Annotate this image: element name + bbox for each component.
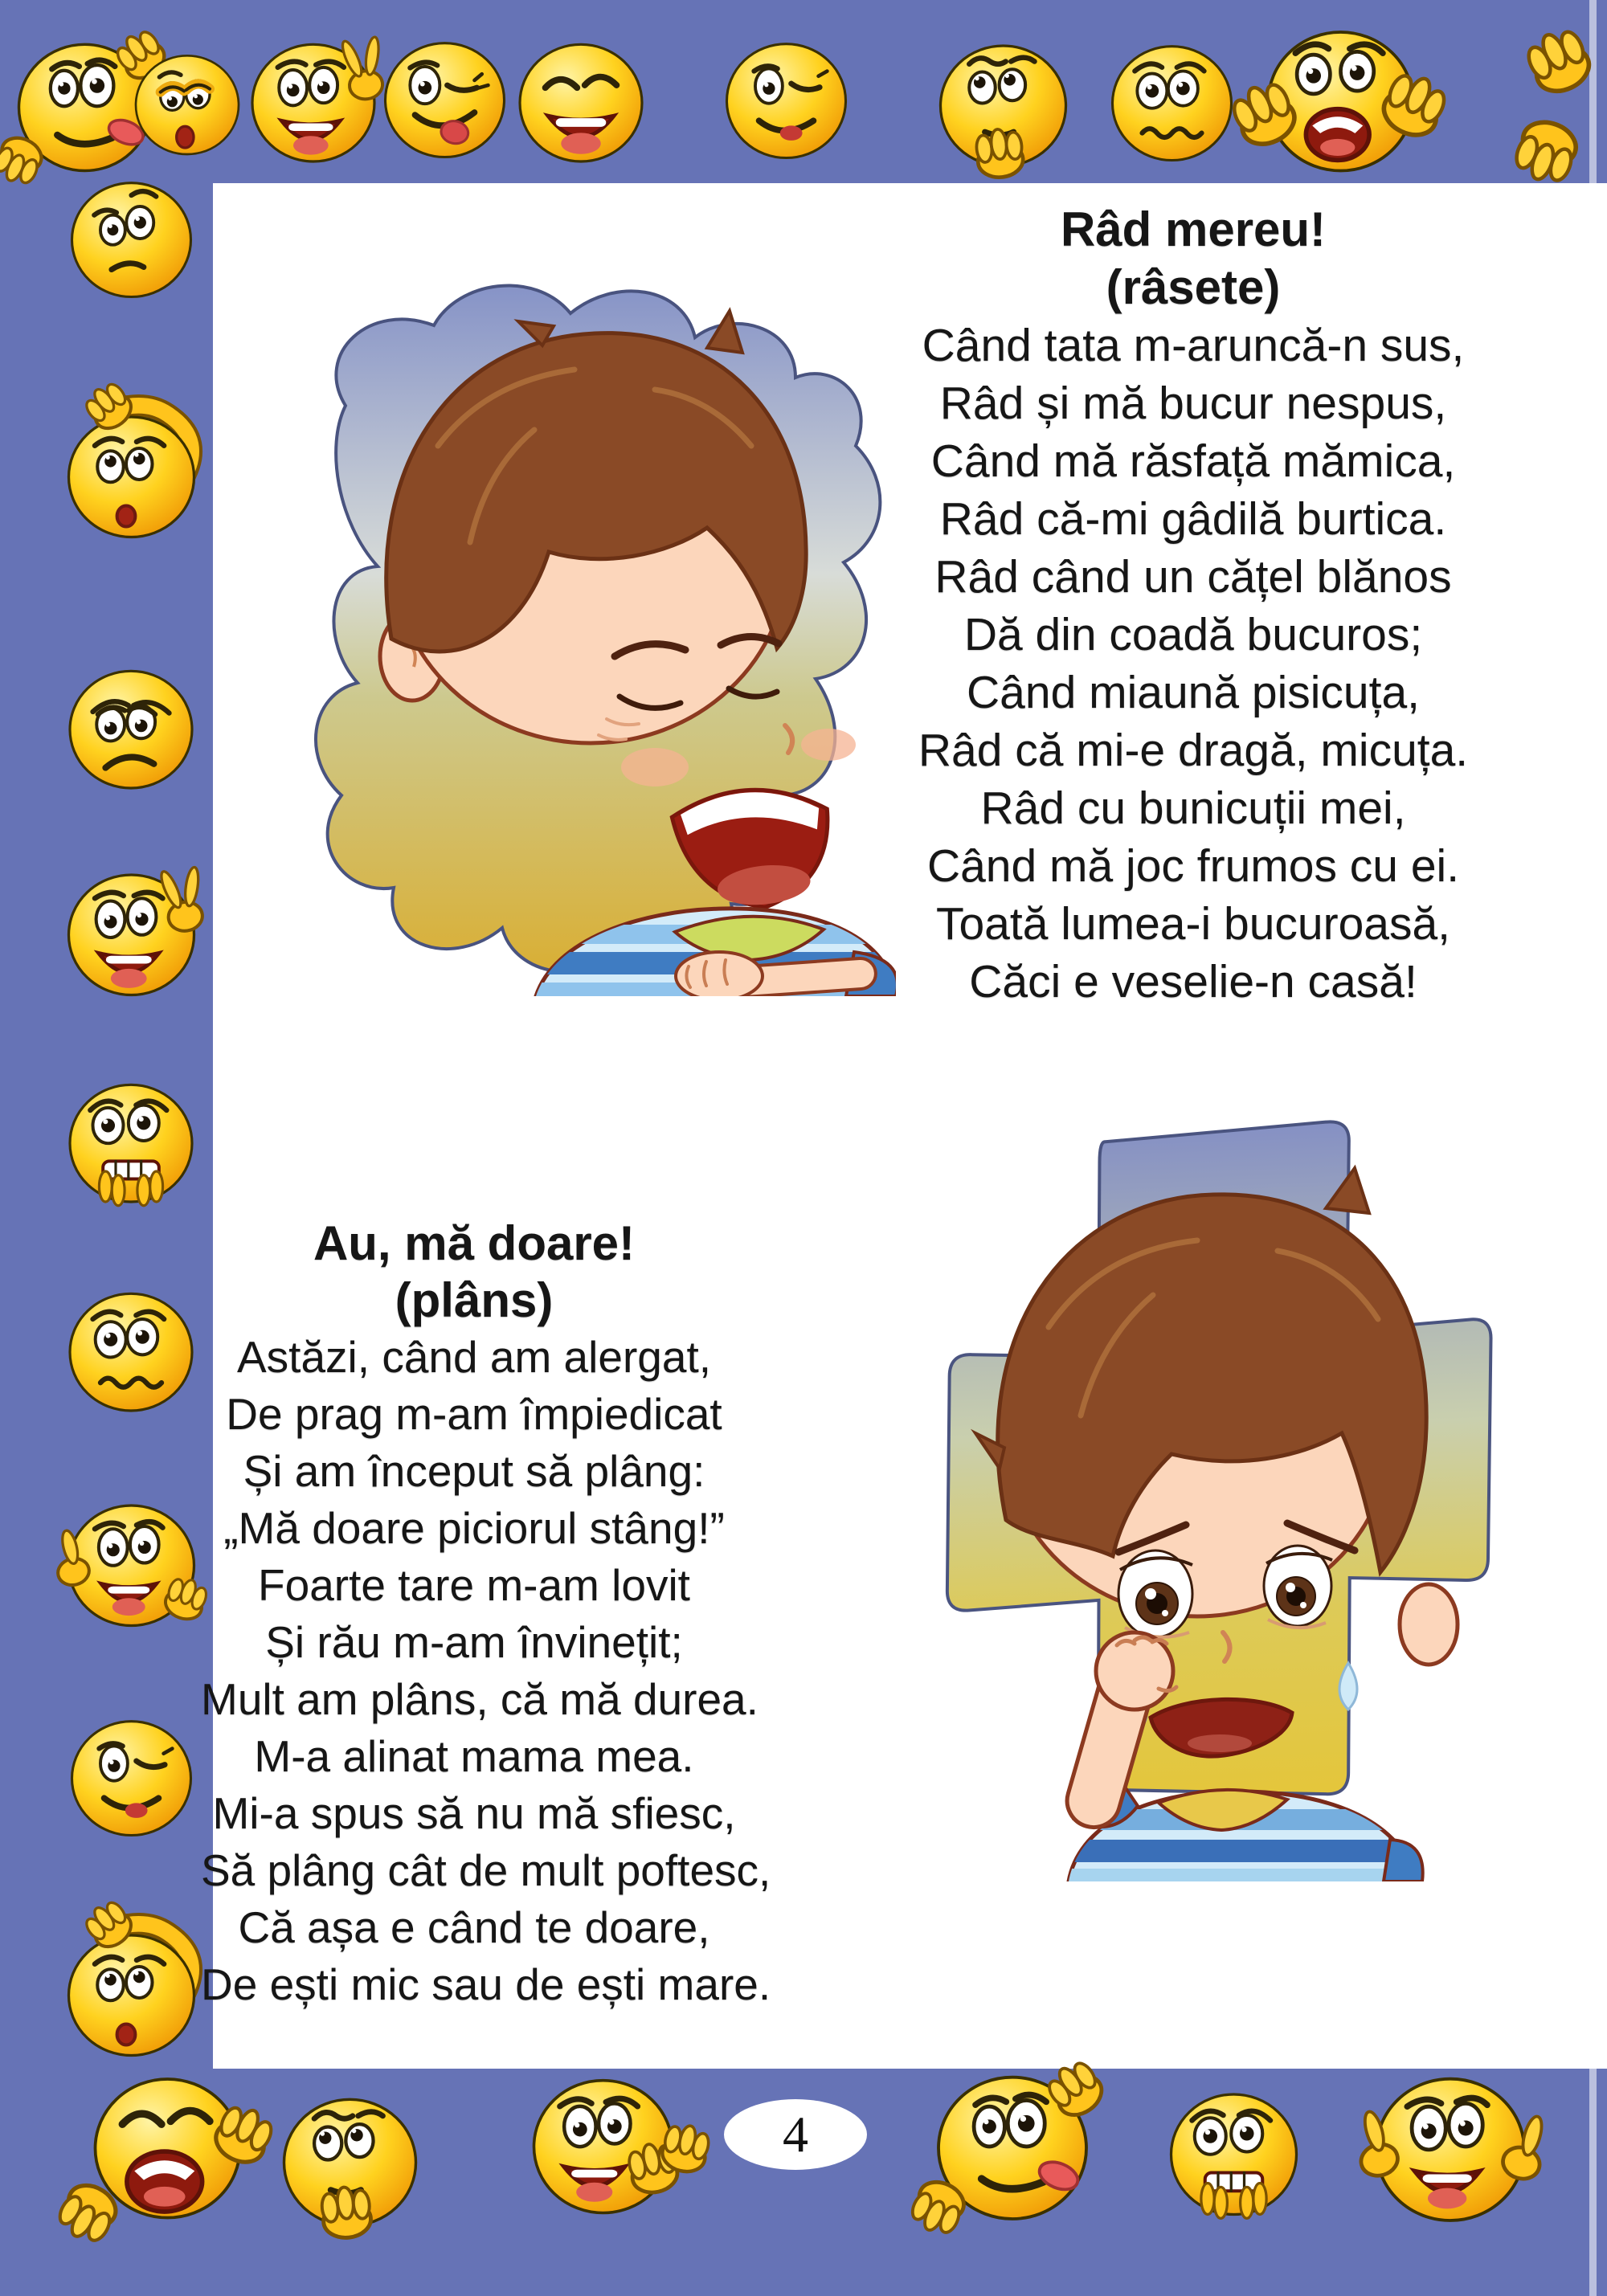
poem-line: Râd cu bunicuții mei, — [980, 782, 1406, 834]
poem-line: De ești mic sau de ești mare. — [201, 1959, 771, 2009]
nail-biting-emoji — [55, 1064, 207, 1217]
laughing-loud-hands-emoji — [77, 2055, 258, 2236]
poem-line: Când mă răsfață mămica, — [930, 435, 1456, 487]
cheering-hands-emoji — [517, 2057, 689, 2230]
poem-line: Când tata m-aruncă-n sus, — [922, 320, 1465, 371]
screaming-hands-emoji — [1250, 8, 1431, 189]
worried-face-emoji — [1098, 27, 1246, 175]
thumbs-up-laugh-emoji — [53, 1485, 210, 1641]
poem-line: Și rău m-am învinețit; — [265, 1617, 683, 1667]
winking-smile-emoji — [712, 24, 861, 173]
poem-line: De prag m-am împiedicat — [226, 1389, 722, 1439]
poem-line: M-a alinat mama mea. — [254, 1731, 694, 1781]
poem-line: Râd că-mi gâdilă burtica. — [939, 493, 1447, 545]
poem-line: Că așa e când te doare, — [238, 1902, 710, 1952]
poem-line: Când miaună pisicuța, — [967, 667, 1420, 718]
poem-crying-title: Au, mă doare! — [313, 1216, 636, 1270]
winking-smile-emoji — [57, 1702, 206, 1850]
laughing-peace-sign-emoji — [237, 24, 390, 177]
double-thumbs-up-emoji — [1358, 2054, 1543, 2239]
page-number-oval — [724, 2099, 867, 2170]
poem-crying — [201, 1215, 771, 2013]
poem-line: Râd că mi-e dragă, micuța. — [918, 725, 1469, 776]
poem-line: „Mă doare piciorul stâng!” — [223, 1503, 725, 1553]
laughing-tongue-emoji — [505, 24, 657, 177]
poem-line: Mult am plâns, că mă durea. — [201, 1674, 759, 1724]
poem-line: Și am început să plâng: — [243, 1446, 705, 1496]
winking-tongue-emoji — [370, 23, 519, 172]
nervous-face-emoji — [55, 1273, 207, 1426]
poem-line: Mi-a spus să nu mă sfiesc, — [212, 1788, 736, 1838]
poem-line: Astăzi, când am alergat, — [236, 1332, 711, 1382]
partial-hands-emoji — [1523, 16, 1607, 177]
laughing-peace-sign-emoji — [53, 854, 210, 1011]
poem-laughter-title: Râd mereu! — [1060, 202, 1327, 256]
head-scratch-emoji — [53, 396, 210, 553]
poem-crying-subtitle: (plâns) — [395, 1273, 554, 1327]
poem-line: Foarte tare m-am lovit — [258, 1560, 690, 1610]
thinking-face-emoji — [268, 2077, 432, 2242]
crying-boy-illustration — [876, 1070, 1543, 1881]
poem-line: Căci e veselie-n casă! — [969, 956, 1417, 1007]
poem-laughter-subtitle: (râsete) — [1106, 260, 1281, 314]
poem-line: Când mă joc frumos cu ei. — [926, 840, 1460, 892]
page-scan-edge — [1589, 0, 1597, 2296]
page-number: 4 — [783, 2106, 808, 2163]
poem-line: Să plâng cât de mult poftesc, — [201, 1845, 771, 1895]
head-scratch-emoji — [53, 1914, 210, 2071]
poem-laughter — [880, 201, 1507, 1011]
poem-line: Dă din coadă bucuros; — [963, 609, 1423, 660]
poem-line: Râd și mă bucur nespus, — [939, 378, 1447, 429]
tongue-out-hands-emoji — [920, 2053, 1105, 2237]
poem-line: Toată lumea-i bucuroasă, — [935, 898, 1451, 950]
poem-line: Râd când un cățel blănos — [934, 551, 1452, 603]
nail-biting-emoji — [1155, 2073, 1312, 2230]
sad-face-emoji — [55, 651, 207, 803]
confused-face-emoji — [57, 163, 206, 312]
sleepy-face-emoji — [123, 39, 251, 167]
laughing-boy-illustration — [269, 205, 896, 996]
thinking-face-emoji — [925, 25, 1082, 182]
